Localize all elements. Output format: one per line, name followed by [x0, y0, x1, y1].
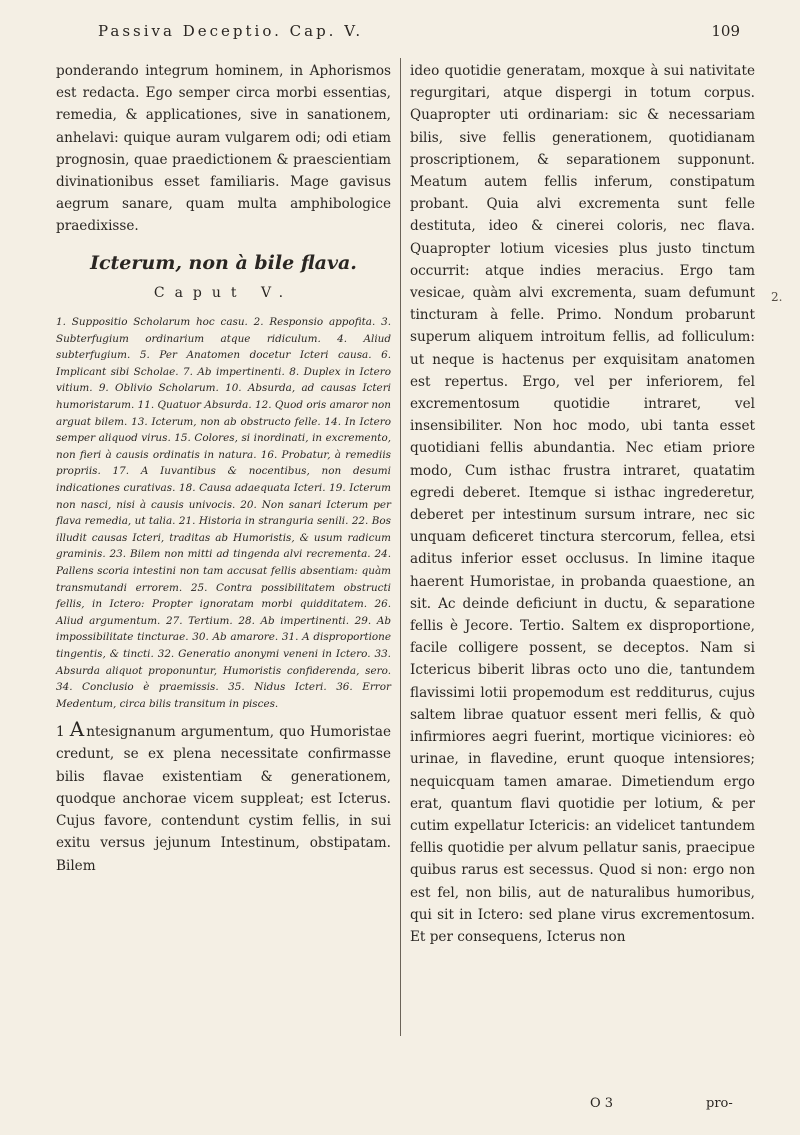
chapter-summary: 1. Suppositio Scholarum hoc casu. 2. Responsio appofita. 3. Subterfugium ordinarium atque ridiculum. 4. Aliud subterfugium. 5. Per Anatomen docetur Icteri causa. 6. Implicant sibi Scholae. 7. Ab impertinenti. 8. Duplex in Ictero vitium. 9. Oblivio Scholarum. 10. Absurda, ad causas Icteri humoristarum. 11. Quatuor Absurda. 12. Quod oris amaror non arguat bilem. 13. Icterum, non ab obstructo felle. 14. In Ictero semper aliquod virus. 15. Colores, si inordinati, in excremento, non fieri à causis ordinatis in natura. 16. Probatur, à remediis propriis. 17. A Iuvantibus & nocentibus, non desumi indicationes curativas. 18. Causa adaequata Icteri. 19. Icterum non nasci, nisi à causis univocis. 20. Non sanari Icterum per flava remedia, ut talia. 21. Historia in stranguria senili. 22. Bos illudit causas Icteri, traditas ab Humoristis, & usum radicum graminis. 23. Bilem non mitti ad tingenda alvi recrementa. 24. Pallens scoria intestini non tam accusat fellis absentiam: quàm transmutandi errorem. 25. Contra possibilitatem obstructi fellis, in Ictero: Propter ignoratam morbi quidditatem. 26. Aliud argumentum. 27. Tertium. 28. Ab impertinenti. 29. Ab impossibilitate tincturae. 30. Ab amarore. 31. A disproportione tingentis, & tincti. 32. Generatio anonymi veneni in Ictero. 33. Absurda aliquot proponuntur, Humoristis confiderenda, sero. 34. Conclusio è praemissis. 35. Nidus Icteri. 36. Error Medentum, circa bilis transitum in pisces.	[56, 316, 391, 710]
column-divider	[400, 58, 401, 1036]
signature-mark: O 3	[590, 1096, 614, 1111]
running-header	[98, 22, 740, 48]
section-paragraph	[56, 718, 391, 876]
intro-paragraph: ponderando integrum hominem, in Aphorismos est redacta. Ego semper circa morbi essentias, remedia, & applicationes, sive in sanationem, anhelavi: quique auram vulgarem odi; odi etiam prognosin, quae praedictionem & praescientiam divinationibus esset familiaris. Mage gavisus aegrum sanare, quam multa amphibologice praedixisse.	[56, 63, 391, 235]
chapter-heading: Icterum, non à bile flava.	[90, 251, 357, 274]
section-text: ntesignanum argumentum, quo Humoristae credunt, se ex plena necessitate confirmasse bilis flavae existentiam & generationem, quodque anchorae vicem suppleat; est Icterus. Cujus favore, contendunt cystim fellis, in sui exitu versus jejunum Intestinum, obstipatam. Bilem	[56, 724, 391, 874]
page-number: 109	[711, 22, 740, 40]
chapter-number: Caput V.	[153, 284, 294, 301]
catchword: pro-	[706, 1096, 733, 1111]
drop-cap: A	[69, 717, 87, 742]
running-title: Passiva Deceptio. Cap. V.	[98, 22, 364, 40]
margin-note: 2.	[771, 290, 783, 304]
right-text: ideo quotidie generatam, moxque à sui nativitate regurgitari, atque dispergi in totum corpus. Quapropter uti ordinariam: sic & necessariam bilis, sive fellis generationem, quotidianam proscriptionem, & separationem supponunt. Meatum autem fellis inferum, constipatum probant. Quia alvi excrementa sunt felle destituta, ideo & cinerei coloris, nec flava. Quapropter lotium vicesies plus justo tinctum occurrit: atque indies meracius. Ergo tam vesicae, quàm alvi excrementa, suam defumunt tincturam à felle. Primo. Nondum probarunt superum aliquem introitum fellis, ad folliculum: ut neque is hactenus per exquisitam anatomen est repertus. Ergo, vel per inferiorem, fel excrementosum quotidie intraret, vel insensibiliter. Non hoc modo, ubi tanta esset quotidiani fellis abundantia. Nec etiam priore modo, Cum isthac frustra intraret, quatatim egredi deberet. Itemque si isthac ingrederetur, deberet per intestinum sursum intrare, nec sic unquam deficeret tinctura stercorum, fellea, etsi aditus inferior esset occlusus. In limine itaque haerent Humoristae, in probanda quaestione, an sit. Ac deinde deficiunt in ductu, & separatione fellis è Jecore. Tertio. Saltem ex disproportione, facile colligere possent, se deceptos. Nam si Ictericus biberit libras octo uno die, tantundem flavissimi lotii propemodum est redditurus, cujus saltem librae quatuor essent meri fellis, & quò infirmiores aegri fuerint, mortique viciniores: eò urinae, in flavedine, erunt quoque intensiores; nequicquam tamen amarae. Dimetiendum ergo erat, quantum flavi quotidie per lotium, & per cutim expellatur Ictericis: an videlicet tantundem fellis quotidie per alvum pellatur sanis, praecipue quibus rarus est secessus. Quod si non: ergo non est fel, non bilis, aut de naturalibus humoribus, qui sit in Ictero: sed plane virus excrementosum. Et per consequens, Icterus non	[410, 63, 755, 945]
left-column	[56, 60, 391, 877]
section-number: 1	[56, 724, 65, 741]
right-column	[410, 60, 755, 948]
